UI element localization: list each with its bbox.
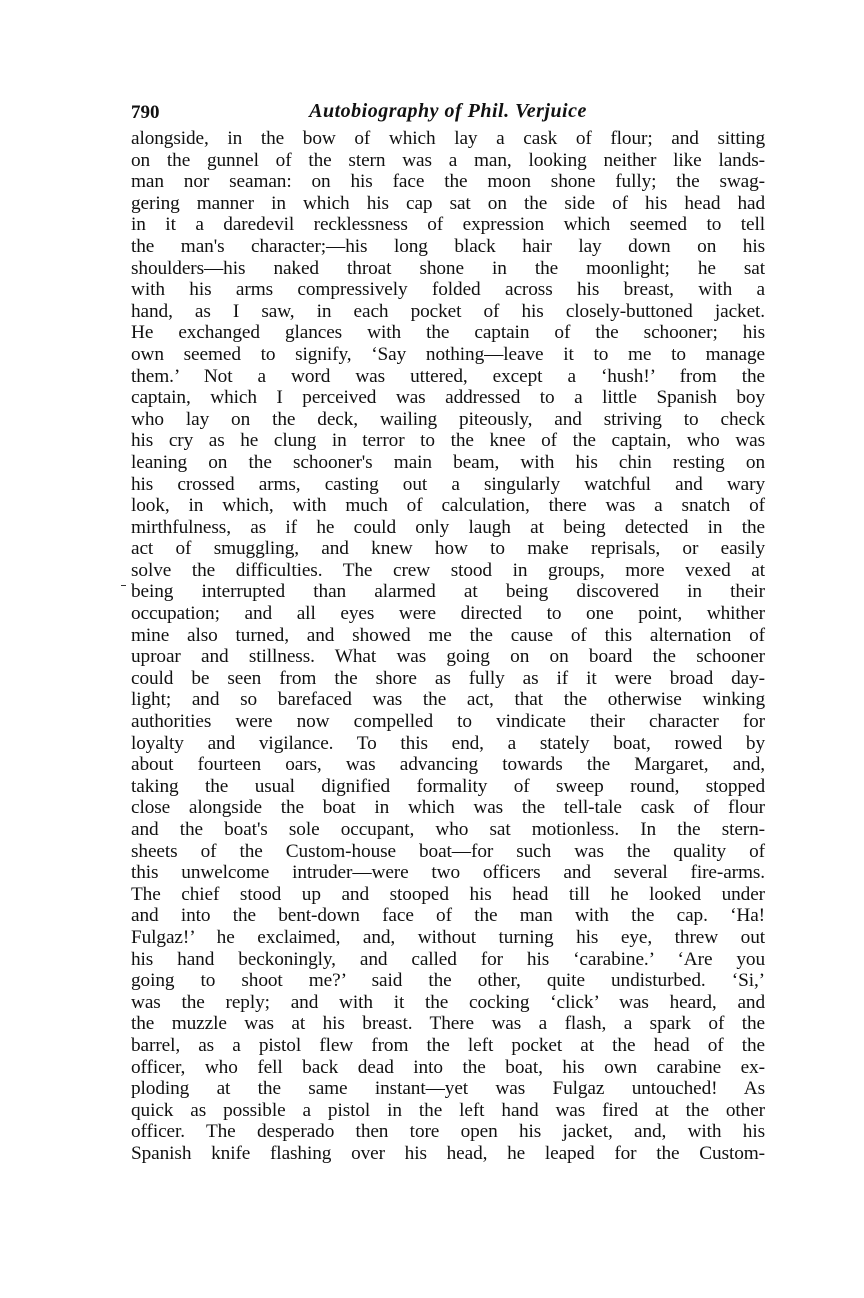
- body-text: [131, 128, 765, 1165]
- text-line: and the boat's sole occupant, who sat motionless. In the stern-: [131, 819, 765, 840]
- book-page: [131, 100, 765, 1165]
- text-line: solve the difficulties. The crew stood in groups, more vexed at: [131, 559, 765, 581]
- text-line: sheets of the Custom-house boat—for such was the quality of: [131, 840, 765, 862]
- text-line: them.’ Not a word was uttered, except a ‘hush!’ from the: [131, 365, 765, 387]
- margin-mark: [121, 585, 126, 586]
- text-line: going to shoot me?’ said the other, quite undisturbed. ‘Si,’: [131, 970, 765, 992]
- text-line: loyalty and vigilance. To this end, a stately boat, rowed by: [131, 732, 765, 754]
- text-line: his hand beckoningly, and called for his ‘carabine.’ ‘Are you: [131, 948, 765, 970]
- text-line: light; and so barefaced was the act, that the otherwise winking: [131, 689, 765, 711]
- page-number: 790: [131, 102, 160, 123]
- text-line: act of smuggling, and knew how to make reprisals, or easily: [131, 538, 765, 560]
- text-line: officer, who fell back dead into the boat, his own carabine ex-: [131, 1056, 765, 1078]
- text-line: being interrupted than alarmed at being discovered in their: [131, 581, 765, 603]
- text-line: close alongside the boat in which was the tell-tale cask of flour: [131, 797, 765, 819]
- text-line: could be seen from the shore as fully as if it were broad day-: [131, 667, 765, 689]
- text-line: the muzzle was at his breast. There was a flash, a spark of the: [131, 1013, 765, 1035]
- text-line: man nor seaman: on his face the moon shone fully; the swag-: [131, 171, 765, 193]
- running-title: Autobiography of Phil. Verjuice: [309, 100, 587, 122]
- text-line: shoulders—his naked throat shone in the moonlight; he sat: [131, 257, 765, 279]
- text-line: mirthfulness, as if he could only laugh at being detected in the: [131, 516, 765, 538]
- text-line: He exchanged glances with the captain of the schooner; his: [131, 322, 765, 344]
- text-line: quick as possible a pistol in the left hand was fired at the other: [131, 1099, 765, 1121]
- text-line: hand, as I saw, in each pocket of his closely-buttoned jacket.: [131, 300, 765, 322]
- text-line: was the reply; and with it the cocking ‘click’ was heard, and: [131, 991, 765, 1013]
- text-line: who lay on the deck, wailing piteously, and striving to check: [131, 408, 765, 430]
- text-line: officer. The desperado then tore open his jacket, and, with his: [131, 1121, 765, 1143]
- text-line: gering manner in which his cap sat on the side of his head had: [131, 192, 765, 214]
- text-line: own seemed to signify, ‘Say nothing—leave it to me to manage: [131, 343, 765, 365]
- text-line: look, in which, with much of calculation, there was a snatch of: [131, 495, 765, 517]
- text-line: this unwelcome intruder—were two officers and several fire-arms.: [131, 862, 765, 884]
- page-header: [131, 100, 765, 124]
- text-line: leaning on the schooner's main beam, with his chin resting on: [131, 451, 765, 473]
- text-line: the man's character;—his long black hair lay down on his: [131, 235, 765, 257]
- text-line: on the gunnel of the stern was a man, looking neither like lands-: [131, 149, 765, 171]
- text-line: his crossed arms, casting out a singularly watchful and wary: [131, 473, 765, 495]
- text-line: ploding at the same instant—yet was Fulgaz untouched! As: [131, 1078, 765, 1100]
- text-line: captain, which I perceived was addressed to a little Spanish boy: [131, 387, 765, 409]
- text-line: about fourteen oars, was advancing towards the Margaret, and,: [131, 754, 765, 776]
- text-line: his cry as he clung in terror to the knee of the captain, who was: [131, 430, 765, 452]
- text-line: authorities were now compelled to vindicate their character for: [131, 711, 765, 733]
- text-line: Fulgaz!’ he exclaimed, and, without turning his eye, threw out: [131, 926, 765, 948]
- text-line: uproar and stillness. What was going on on board the schooner: [131, 646, 765, 668]
- text-line: with his arms compressively folded across his breast, with a: [131, 279, 765, 301]
- text-line: mine also turned, and showed me the cause of this alternation of: [131, 624, 765, 646]
- text-line: alongside, in the bow of which lay a cask of flour; and sitting: [131, 128, 765, 149]
- text-line: taking the usual dignified formality of sweep round, stopped: [131, 775, 765, 797]
- text-line: in it a daredevil recklessness of expression which seemed to tell: [131, 214, 765, 236]
- text-line: barrel, as a pistol flew from the left pocket at the head of the: [131, 1034, 765, 1056]
- text-line: occupation; and all eyes were directed to one point, whither: [131, 603, 765, 625]
- text-line: The chief stood up and stooped his head till he looked under: [131, 883, 765, 905]
- text-line: and into the bent-down face of the man with the cap. ‘Ha!: [131, 905, 765, 927]
- text-line: Spanish knife flashing over his head, he leaped for the Custom-: [131, 1142, 765, 1164]
